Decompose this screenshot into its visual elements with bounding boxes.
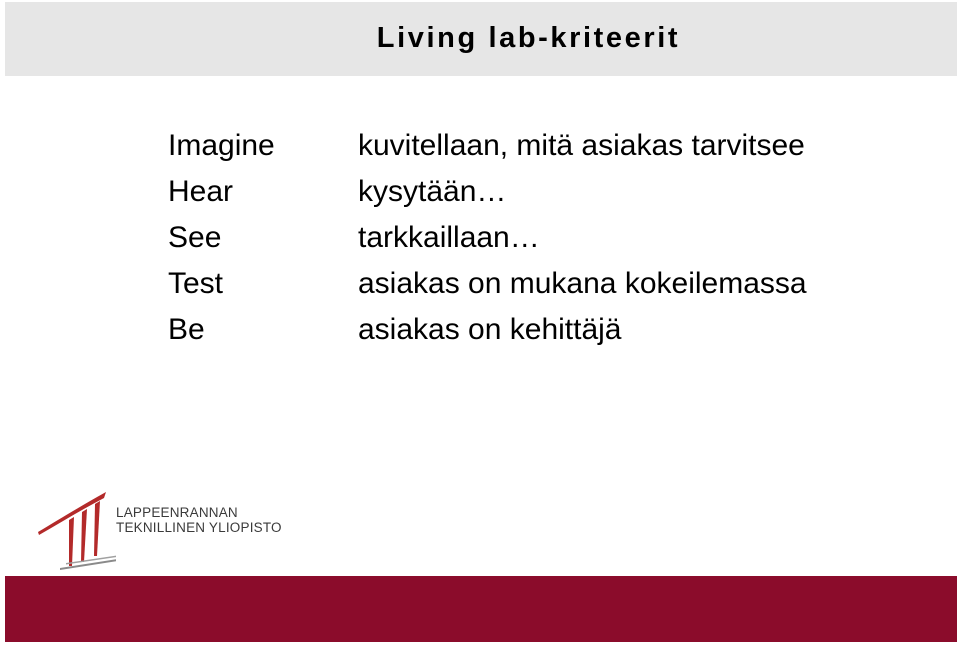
criteria-term: See: [168, 221, 222, 254]
criteria-row-hear: [168, 169, 928, 215]
slide-title: Living lab-kriteerit: [376, 22, 681, 54]
criteria-description: asiakas on kehittäjä: [358, 313, 622, 346]
criteria-term: Test: [168, 267, 224, 300]
criteria-row-test: [168, 261, 928, 307]
university-logo: [36, 490, 286, 570]
criteria-description: asiakas on mukana kokeilemassa: [358, 267, 807, 300]
criteria-term: Hear: [168, 175, 234, 208]
criteria-row-imagine: [168, 123, 928, 169]
criteria-row-be: [168, 307, 928, 353]
criteria-term: Be: [168, 313, 205, 346]
criteria-row-see: [168, 215, 928, 261]
logo-text-line2: TEKNILLINEN YLIOPISTO: [116, 520, 282, 535]
criteria-description: kuvitellaan, mitä asiakas tarvitsee: [358, 129, 805, 162]
footer-bar: [5, 576, 957, 642]
logo-text-line1: LAPPEENRANNAN: [116, 505, 238, 520]
criteria-description: kysytään…: [358, 175, 507, 208]
university-logo-icon: [36, 490, 116, 570]
title-bar: [5, 2, 957, 76]
criteria-list: [168, 123, 928, 353]
criteria-term: Imagine: [168, 129, 275, 162]
criteria-description: tarkkaillaan…: [358, 221, 540, 254]
